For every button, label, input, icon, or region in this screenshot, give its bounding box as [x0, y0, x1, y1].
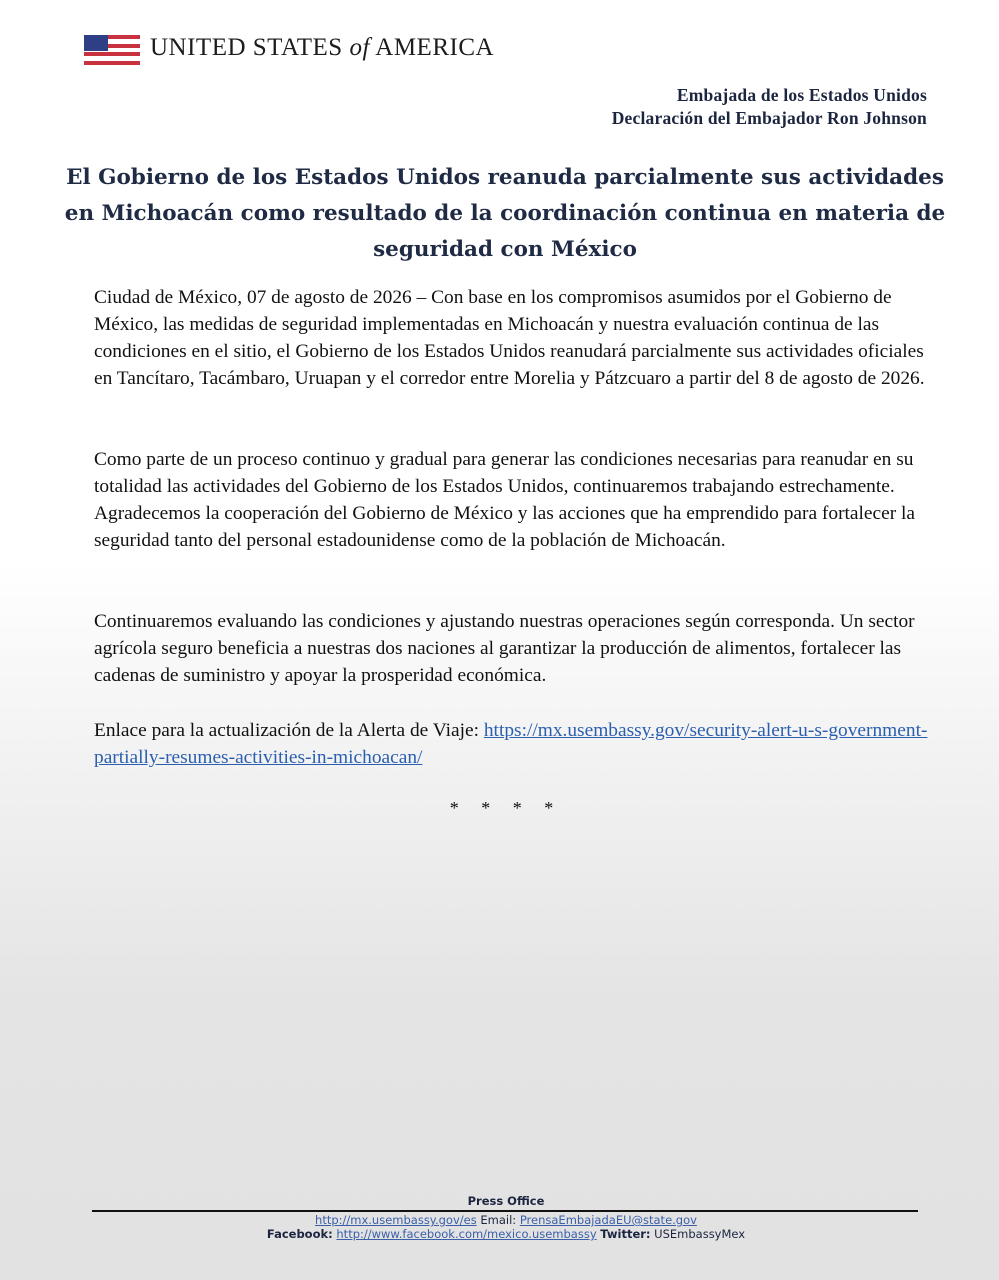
embassy-name: Embajada de los Estados Unidos: [676, 85, 927, 105]
footer-divider: [92, 1210, 918, 1212]
body-paragraph-3: Continuaremos evaluando las condiciones y ajustando nuestras operaciones según corresponda. Un sector agrícola seguro beneficia a nuestras dos naciones al garantizar la producción de alimentos, fortalecer las cadenas de suministro y apoyar la prosperidad económica.: [94, 611, 915, 686]
header-attribution: [612, 84, 927, 130]
body-paragraph-2: Como parte de un proceso continuo y gradual para generar las condiciones necesarias para reanudar en su totalidad las actividades del Gobierno de los Estados Unidos, continuaremos trabajando estrechamente. Agradecemos la cooperación del Gobierno de México y las acciones que ha emprendido para fortalecer la seguridad tanto del personal estadounidense como de la población de Michoacán.: [94, 449, 916, 551]
travel-alert-link[interactable]: https://mx.usembassy.gov/security-alert-u-s-government-partially-resumes-activities-in-michoacan/: [94, 720, 928, 768]
facebook-link[interactable]: http://www.facebook.com/mexico.usembassy: [336, 1227, 597, 1241]
footer-social-line: Facebook: http://www.facebook.com/mexico.usembassy Twitter: USEmbassyMex: [266, 1227, 746, 1241]
footer-contact-line: http://mx.usembassy.gov/es Email: PrensaEmbajadaEU@state.gov: [315, 1213, 697, 1227]
twitter-handle: USEmbassyMex: [654, 1227, 746, 1241]
statement-line: Declaración del Embajador Ron Johnson: [611, 108, 927, 128]
press-release-title: El Gobierno de los Estados Unidos reanuda parcialmente sus actividades en Michoacán como resultado de la coordinación continua en materia de seguridad con México: [64, 165, 946, 262]
end-marker: * * * *: [449, 798, 563, 818]
us-flag-logo: [84, 35, 140, 65]
country-wordmark: UNITED STATES of AMERICA: [150, 34, 495, 61]
travel-alert-label: Enlace para la actualización de la Alerta de Viaje:: [94, 720, 484, 741]
email-link[interactable]: PrensaEmbajadaEU@state.gov: [519, 1213, 697, 1227]
body-paragraph-1: Ciudad de México, 07 de agosto de 2026 – Con base en los compromisos asumidos por el Gobierno de México, las medidas de seguridad implementadas en Michoacán y nuestra evaluación continua de las condiciones en el sitio, el Gobierno de los Estados Unidos reanudará parcialmente sus actividades oficiales en Tancítaro, Tacámbaro, Uruapan y el corredor entre Morelia y Pátzcuaro a partir del 8 de agosto de 2026.: [94, 287, 925, 389]
embassy-site-link[interactable]: http://mx.usembassy.gov/es: [315, 1213, 477, 1227]
press-office-label: Press Office: [467, 1194, 545, 1208]
travel-alert-paragraph: [94, 717, 934, 771]
